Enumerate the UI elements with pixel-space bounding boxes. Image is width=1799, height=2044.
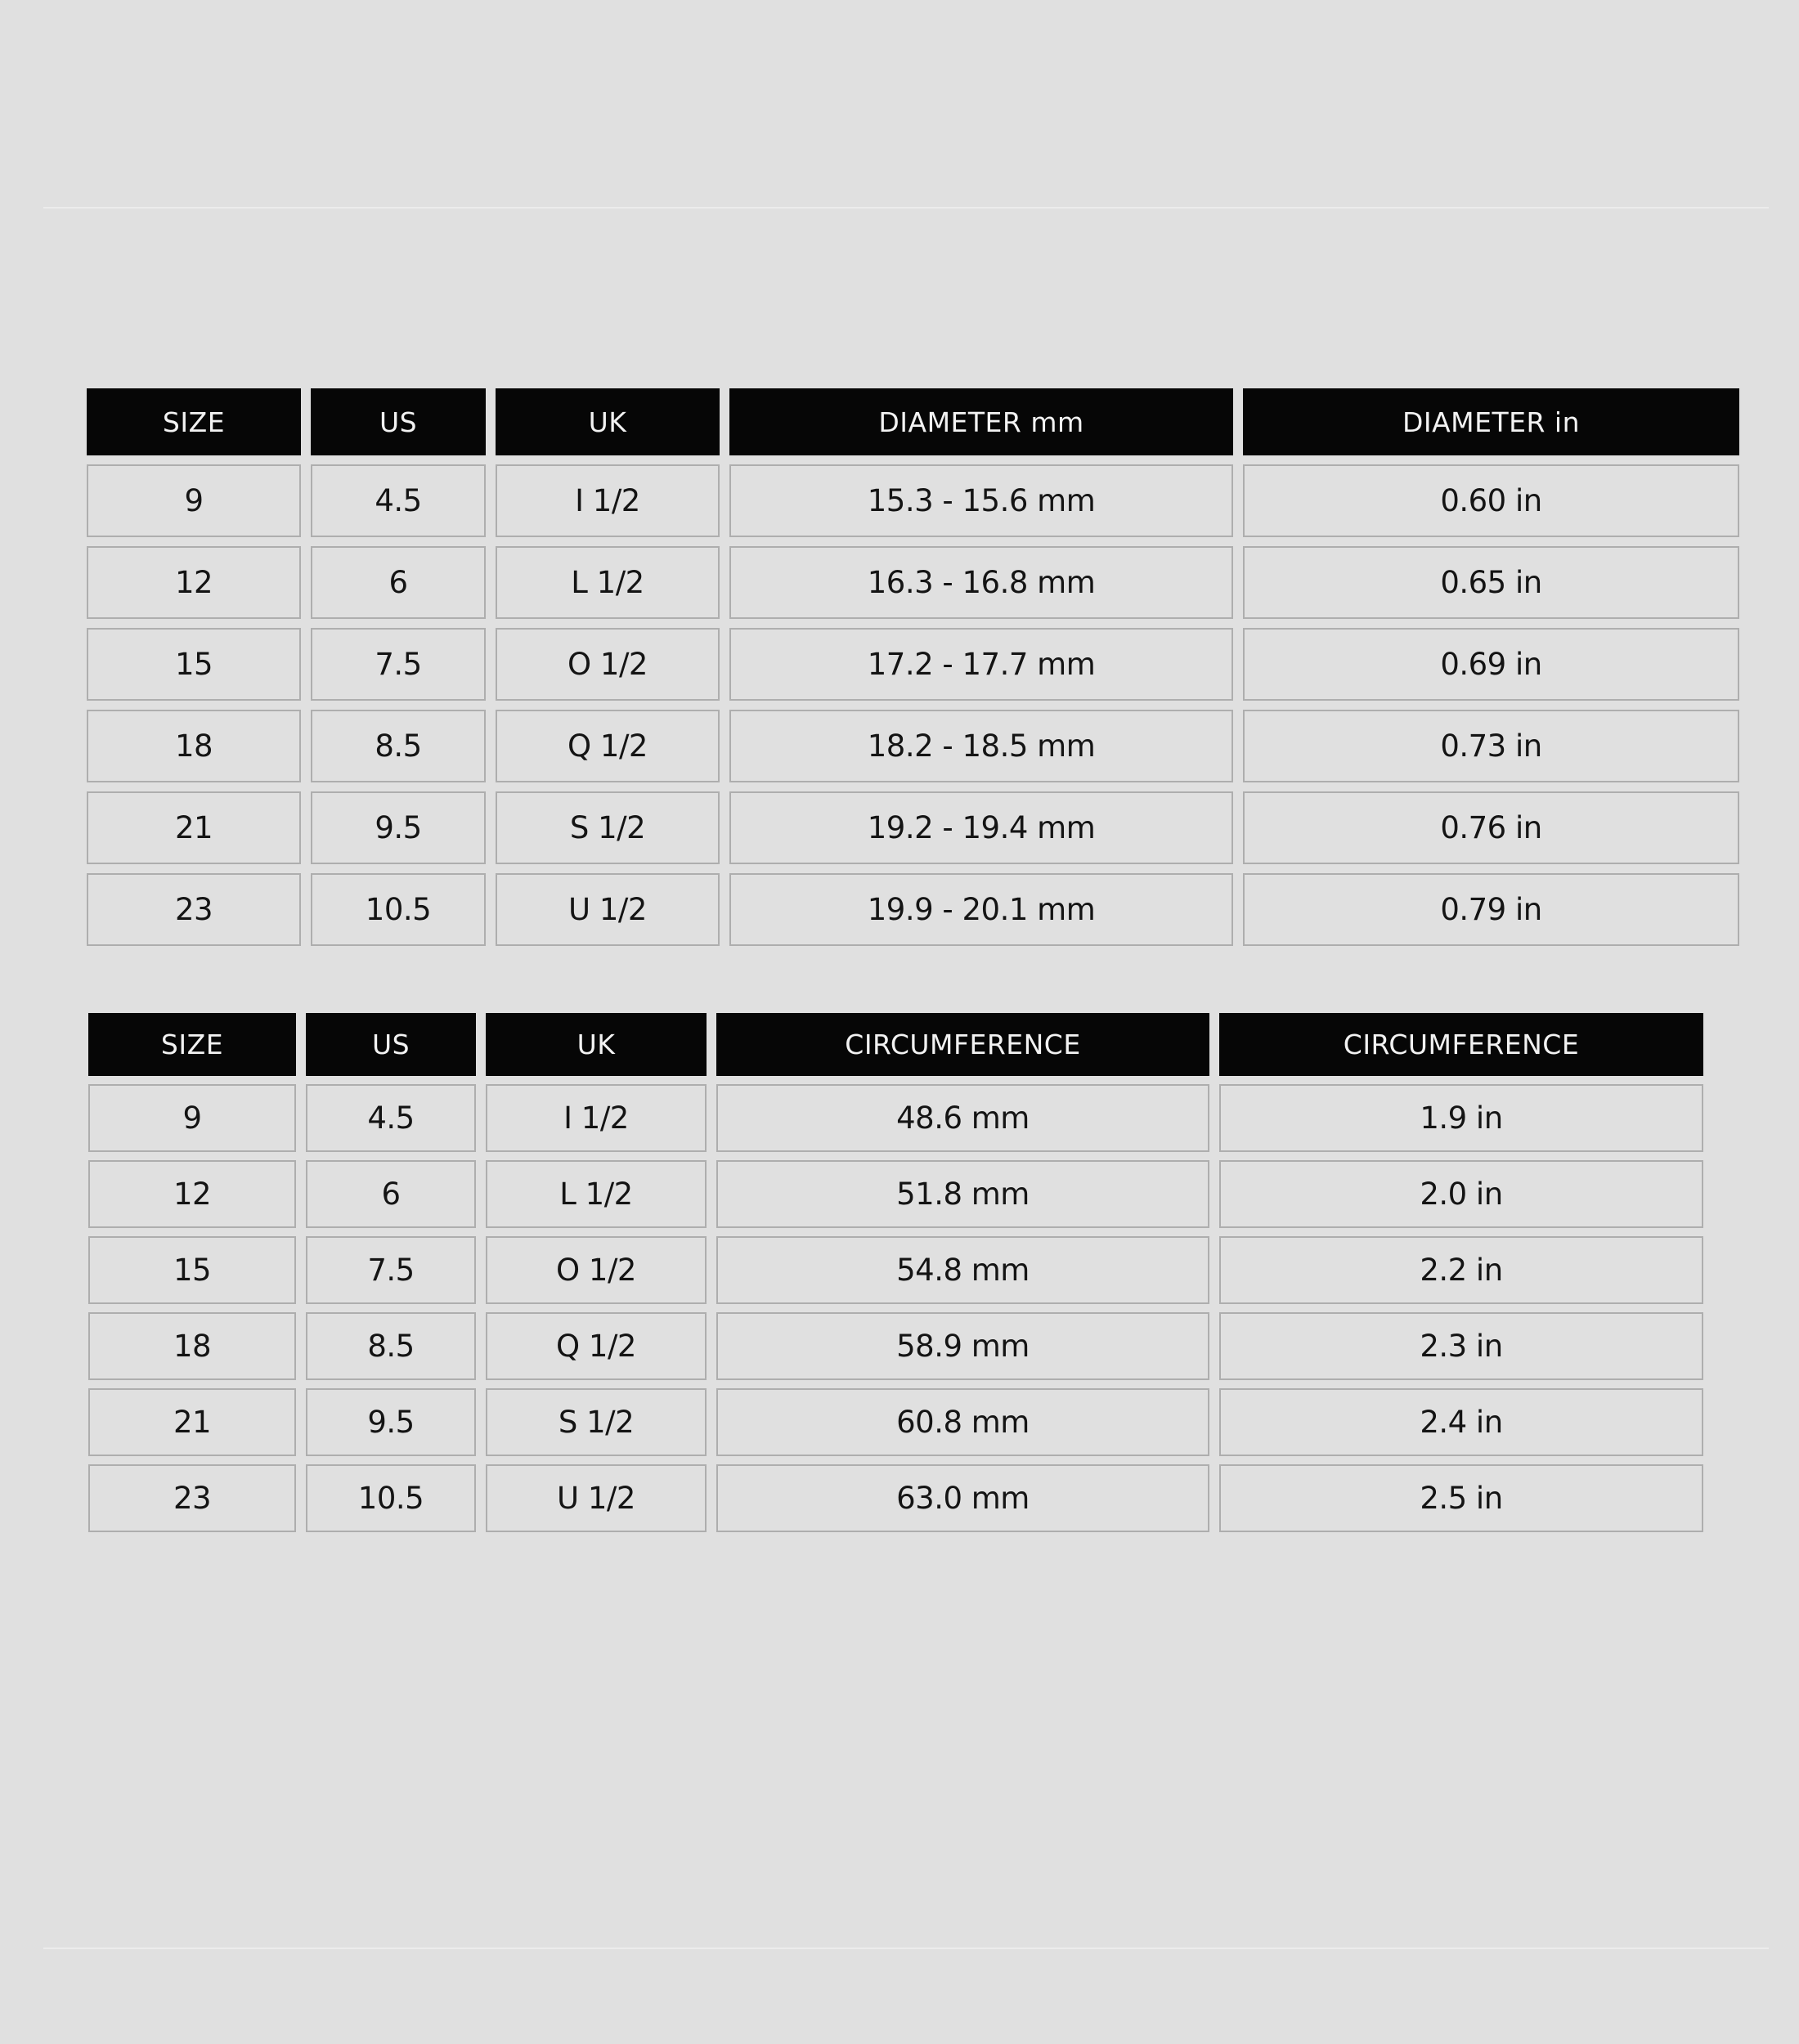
table-row <box>88 1236 1703 1304</box>
header-circumference-in: CIRCUMFERENCE <box>1219 1013 1703 1076</box>
cell-us: 7.5 <box>311 628 486 701</box>
cell-size: 23 <box>88 1464 296 1532</box>
cell-uk: O 1/2 <box>486 1236 707 1304</box>
cell-circumference-in: 2.0 in <box>1219 1160 1703 1228</box>
cell-size: 15 <box>88 1236 296 1304</box>
cell-uk: S 1/2 <box>496 791 720 864</box>
cell-circumference-mm: 48.6 mm <box>716 1084 1209 1152</box>
header-diameter-in: DIAMETER in <box>1243 388 1739 455</box>
cell-us: 7.5 <box>306 1236 476 1304</box>
cell-us: 4.5 <box>311 464 486 537</box>
cell-circumference-in: 1.9 in <box>1219 1084 1703 1152</box>
cell-uk: L 1/2 <box>496 546 720 619</box>
cell-diameter-mm: 16.3 - 16.8 mm <box>729 546 1233 619</box>
cell-us: 8.5 <box>306 1312 476 1380</box>
table-row <box>87 546 1739 619</box>
cell-size: 12 <box>87 546 301 619</box>
top-divider <box>43 207 1769 208</box>
cell-diameter-mm: 18.2 - 18.5 mm <box>729 710 1233 782</box>
cell-diameter-mm: 17.2 - 17.7 mm <box>729 628 1233 701</box>
table-row <box>88 1160 1703 1228</box>
table-row <box>88 1312 1703 1380</box>
header-us: US <box>311 388 486 455</box>
cell-diameter-mm: 19.2 - 19.4 mm <box>729 791 1233 864</box>
diameter-size-table <box>77 379 1749 955</box>
cell-uk: U 1/2 <box>496 873 720 946</box>
cell-circumference-in: 2.4 in <box>1219 1388 1703 1456</box>
table-row <box>87 791 1739 864</box>
circumference-header-row <box>88 1013 1703 1076</box>
circumference-size-table <box>79 1005 1713 1540</box>
header-uk: UK <box>486 1013 707 1076</box>
cell-diameter-mm: 15.3 - 15.6 mm <box>729 464 1233 537</box>
cell-uk: I 1/2 <box>496 464 720 537</box>
cell-circumference-mm: 60.8 mm <box>716 1388 1209 1456</box>
cell-diameter-in: 0.73 in <box>1243 710 1739 782</box>
cell-diameter-in: 0.60 in <box>1243 464 1739 537</box>
table-row <box>88 1084 1703 1152</box>
table-row <box>88 1388 1703 1456</box>
cell-us: 4.5 <box>306 1084 476 1152</box>
cell-size: 9 <box>87 464 301 537</box>
cell-diameter-in: 0.65 in <box>1243 546 1739 619</box>
cell-circumference-in: 2.3 in <box>1219 1312 1703 1380</box>
bottom-divider <box>43 1948 1769 1949</box>
header-diameter-mm: DIAMETER mm <box>729 388 1233 455</box>
cell-diameter-mm: 19.9 - 20.1 mm <box>729 873 1233 946</box>
cell-diameter-in: 0.79 in <box>1243 873 1739 946</box>
cell-size: 15 <box>87 628 301 701</box>
cell-uk: L 1/2 <box>486 1160 707 1228</box>
table-row <box>88 1464 1703 1532</box>
cell-size: 18 <box>87 710 301 782</box>
cell-us: 10.5 <box>311 873 486 946</box>
table-row <box>87 873 1739 946</box>
cell-diameter-in: 0.69 in <box>1243 628 1739 701</box>
cell-circumference-in: 2.2 in <box>1219 1236 1703 1304</box>
cell-us: 6 <box>306 1160 476 1228</box>
cell-uk: I 1/2 <box>486 1084 707 1152</box>
cell-uk: U 1/2 <box>486 1464 707 1532</box>
cell-us: 8.5 <box>311 710 486 782</box>
cell-size: 21 <box>87 791 301 864</box>
cell-us: 10.5 <box>306 1464 476 1532</box>
cell-uk: O 1/2 <box>496 628 720 701</box>
cell-uk: Q 1/2 <box>496 710 720 782</box>
cell-size: 23 <box>87 873 301 946</box>
cell-size: 18 <box>88 1312 296 1380</box>
cell-size: 9 <box>88 1084 296 1152</box>
cell-us: 6 <box>311 546 486 619</box>
table-row <box>87 628 1739 701</box>
header-size: SIZE <box>88 1013 296 1076</box>
cell-circumference-mm: 54.8 mm <box>716 1236 1209 1304</box>
table-row <box>87 464 1739 537</box>
header-size: SIZE <box>87 388 301 455</box>
cell-us: 9.5 <box>306 1388 476 1456</box>
header-uk: UK <box>496 388 720 455</box>
cell-uk: S 1/2 <box>486 1388 707 1456</box>
header-us: US <box>306 1013 476 1076</box>
cell-circumference-in: 2.5 in <box>1219 1464 1703 1532</box>
cell-circumference-mm: 63.0 mm <box>716 1464 1209 1532</box>
diameter-header-row <box>87 388 1739 455</box>
cell-uk: Q 1/2 <box>486 1312 707 1380</box>
cell-circumference-mm: 51.8 mm <box>716 1160 1209 1228</box>
cell-circumference-mm: 58.9 mm <box>716 1312 1209 1380</box>
header-circumference-mm: CIRCUMFERENCE <box>716 1013 1209 1076</box>
cell-size: 12 <box>88 1160 296 1228</box>
table-row <box>87 710 1739 782</box>
cell-size: 21 <box>88 1388 296 1456</box>
cell-diameter-in: 0.76 in <box>1243 791 1739 864</box>
cell-us: 9.5 <box>311 791 486 864</box>
